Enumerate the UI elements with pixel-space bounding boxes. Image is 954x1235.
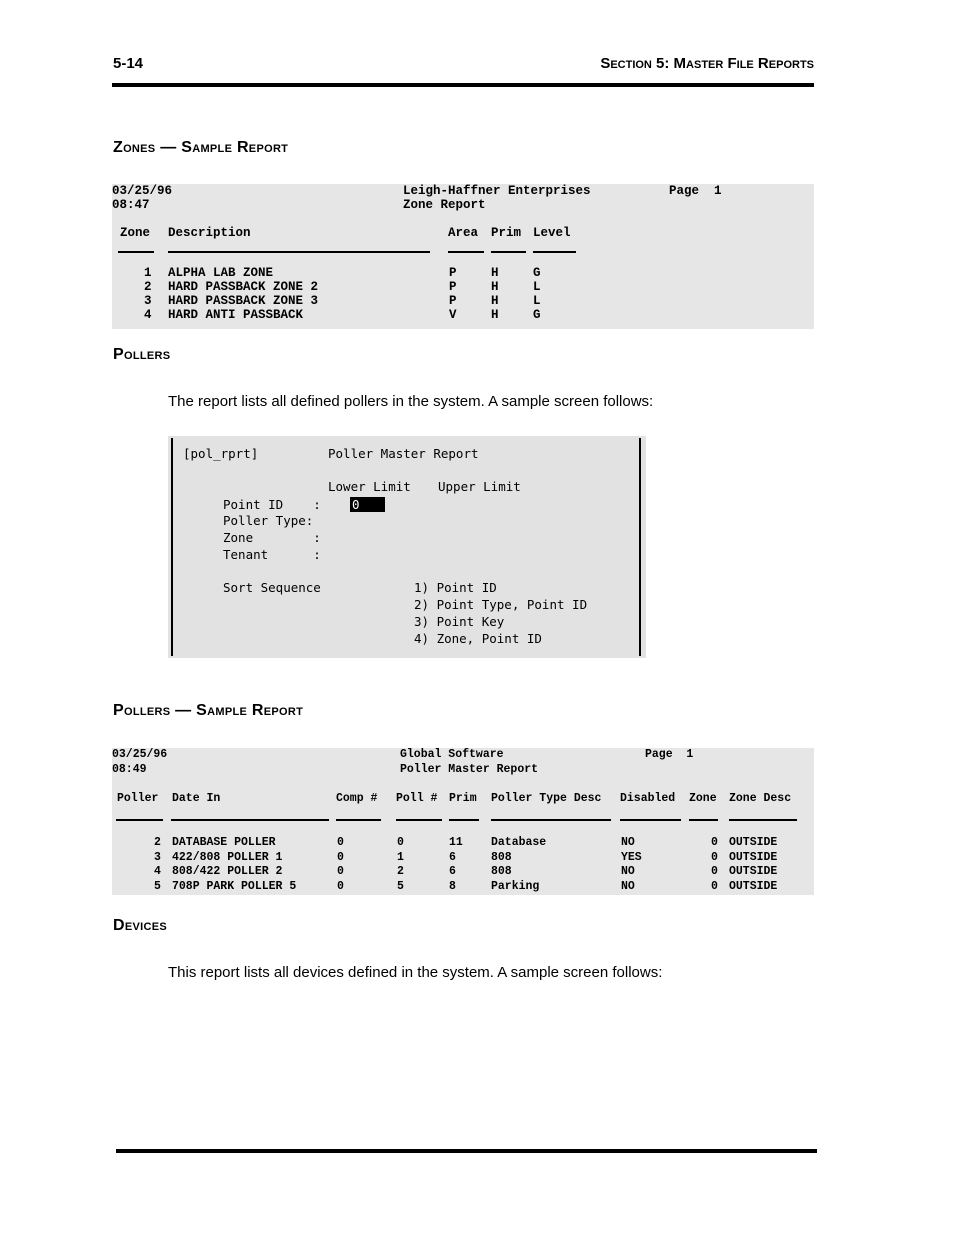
zone-description: HARD PASSBACK ZONE 3 [168, 294, 319, 308]
sort-sequence-label: Sort Sequence [223, 580, 321, 595]
zones-sample-heading: Zones — Sample Report [113, 139, 289, 156]
poller-type-desc: 808 [491, 865, 512, 878]
zone-prim: H [491, 280, 499, 294]
zone-area: P [449, 266, 457, 280]
poller-poll: 0 [397, 836, 404, 849]
zone-number: 2 [144, 280, 152, 294]
poller-zone-desc: OUTSIDE [729, 836, 778, 849]
poller-disabled: NO [621, 865, 635, 878]
screen-left-border [171, 438, 173, 656]
zone-area: P [449, 280, 457, 294]
poller-date-in: 422/808 POLLER 1 [172, 851, 283, 864]
pollers-heading: Pollers [113, 346, 171, 363]
report-time: 08:49 [112, 763, 147, 776]
col-zone: Zone [120, 226, 151, 240]
report-title: Poller Master Report [400, 763, 539, 776]
pollers-intro: The report lists all defined pollers in the system. A sample screen follows: [168, 393, 654, 410]
underline [533, 251, 576, 253]
col-description: Description [168, 226, 251, 240]
poller-zone: 0 [711, 836, 718, 849]
underline [449, 819, 479, 821]
report-title: Zone Report [403, 198, 486, 212]
zone-label: Zone : [223, 530, 321, 545]
poller-zone-desc: OUTSIDE [729, 851, 778, 864]
poller-disabled: NO [621, 880, 635, 893]
zone-description: HARD ANTI PASSBACK [168, 308, 304, 322]
devices-heading: Devices [113, 917, 168, 934]
col-disabled: Disabled [620, 792, 676, 805]
upper-limit-label: Upper Limit [438, 479, 521, 494]
underline [336, 819, 381, 821]
zone-number: 1 [144, 266, 152, 280]
report-date: 03/25/96 [112, 748, 168, 761]
poller-prim: 8 [449, 880, 456, 893]
poller-disabled: NO [621, 836, 635, 849]
poller-screen [168, 436, 646, 658]
col-prim: Prim [449, 792, 477, 805]
zone-description: HARD PASSBACK ZONE 2 [168, 280, 319, 294]
header-rule [112, 83, 814, 87]
program-name: [pol_rprt] [183, 446, 259, 461]
col-level: Level [533, 226, 571, 240]
zone-prim: H [491, 308, 499, 322]
underline [620, 819, 681, 821]
poller-poll: 2 [397, 865, 404, 878]
poller-zone-desc: OUTSIDE [729, 880, 778, 893]
col-zone: Zone [689, 792, 717, 805]
poller-zone: 0 [711, 880, 718, 893]
pollers-sample-heading: Pollers — Sample Report [113, 702, 304, 719]
footer-rule [116, 1149, 817, 1153]
poller-poll: 5 [397, 880, 404, 893]
poller-number: 3 [154, 851, 161, 864]
poller-prim: 11 [449, 836, 463, 849]
col-comp: Comp # [336, 792, 378, 805]
screen-title: Poller Master Report [328, 446, 479, 461]
underline [729, 819, 797, 821]
zone-prim: H [491, 294, 499, 308]
col-prim: Prim [491, 226, 522, 240]
poller-zone: 0 [711, 865, 718, 878]
poller-number: 4 [154, 865, 161, 878]
poller-comp: 0 [337, 851, 344, 864]
sort-option[interactable]: 3) Point Key [414, 614, 505, 629]
underline [118, 251, 154, 253]
poller-prim: 6 [449, 851, 456, 864]
poller-type-label: Poller Type: [223, 513, 314, 528]
report-company: Global Software [400, 748, 504, 761]
page-number: 5-14 [113, 55, 144, 72]
sort-option[interactable]: 1) Point ID [414, 580, 497, 595]
zone-area: P [449, 294, 457, 308]
poller-comp: 0 [337, 836, 344, 849]
poller-number: 5 [154, 880, 161, 893]
poller-poll: 1 [397, 851, 404, 864]
poller-report-panel [112, 748, 814, 895]
col-date-in: Date In [172, 792, 221, 805]
zone-level: G [533, 308, 541, 322]
report-company: Leigh-Haffner Enterprises [403, 184, 591, 198]
report-page: Page 1 [645, 748, 694, 761]
zone-number: 3 [144, 294, 152, 308]
report-date: 03/25/96 [112, 184, 173, 198]
poller-disabled: YES [621, 851, 642, 864]
underline [689, 819, 718, 821]
point-id-input[interactable]: 0 [350, 497, 385, 512]
sort-option[interactable]: 2) Point Type, Point ID [414, 597, 588, 612]
lower-limit-label: Lower Limit [328, 479, 411, 494]
point-id-label: Point ID : [223, 497, 321, 512]
underline [491, 819, 611, 821]
devices-intro: This report lists all devices defined in the system. A sample screen follows: [168, 964, 663, 981]
col-poller: Poller [117, 792, 159, 805]
zone-level: L [533, 280, 541, 294]
zone-level: L [533, 294, 541, 308]
poller-zone: 0 [711, 851, 718, 864]
report-page: Page 1 [669, 184, 722, 198]
col-area: Area [448, 226, 479, 240]
col-poller-type-desc: Poller Type Desc [491, 792, 602, 805]
zone-report-panel [112, 184, 814, 329]
screen-right-border [639, 438, 641, 656]
poller-comp: 0 [337, 865, 344, 878]
col-poll: Poll # [396, 792, 438, 805]
poller-comp: 0 [337, 880, 344, 893]
poller-date-in: 708P PARK POLLER 5 [172, 880, 297, 893]
report-time: 08:47 [112, 198, 150, 212]
underline [491, 251, 526, 253]
underline [116, 819, 163, 821]
zone-number: 4 [144, 308, 152, 322]
col-zone-desc: Zone Desc [729, 792, 792, 805]
underline [171, 819, 329, 821]
zone-prim: H [491, 266, 499, 280]
poller-type-desc: Parking [491, 880, 540, 893]
underline [396, 819, 442, 821]
underline [168, 251, 430, 253]
sort-option[interactable]: 4) Zone, Point ID [414, 631, 542, 646]
poller-number: 2 [154, 836, 161, 849]
poller-prim: 6 [449, 865, 456, 878]
zone-level: G [533, 266, 541, 280]
poller-type-desc: Database [491, 836, 547, 849]
tenant-label: Tenant : [223, 547, 321, 562]
zone-area: V [449, 308, 457, 322]
poller-date-in: 808/422 POLLER 2 [172, 865, 283, 878]
poller-zone-desc: OUTSIDE [729, 865, 778, 878]
underline [448, 251, 484, 253]
poller-type-desc: 808 [491, 851, 512, 864]
poller-date-in: DATABASE POLLER [172, 836, 276, 849]
zone-description: ALPHA LAB ZONE [168, 266, 274, 280]
section-title: Section 5: Master File Reports [600, 55, 814, 72]
